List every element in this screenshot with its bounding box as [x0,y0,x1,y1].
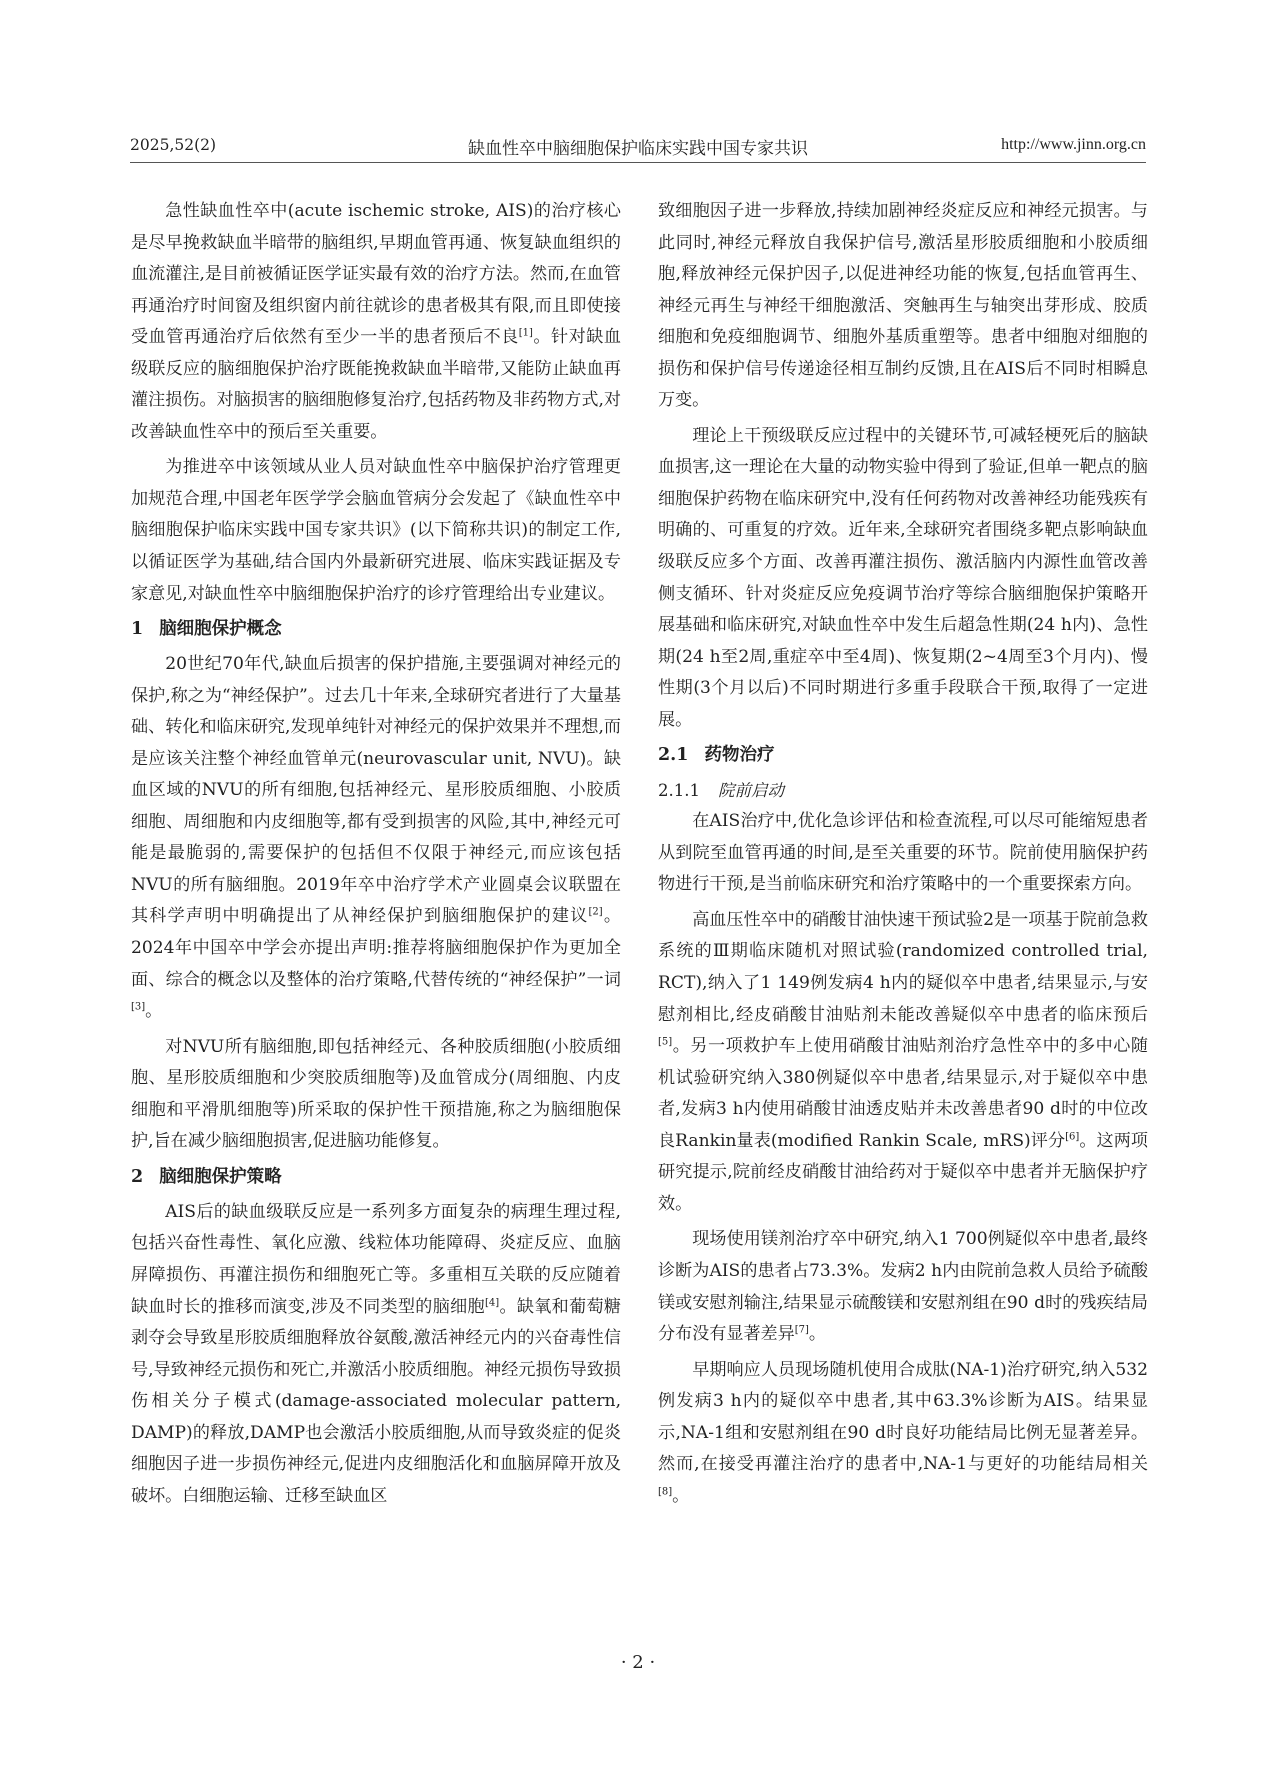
section-number: 2 [131,1166,144,1187]
section-heading [131,614,621,645]
page-number: · 2 · [620,1652,656,1673]
section-number: 1 [131,619,144,640]
citation[interactable]: [3] [131,1001,146,1013]
paragraph: 高血压性卒中的硝酸甘油快速干预试验2是一项基于院前急救系统的Ⅲ期临床随机对照试验(randomized controlled trial, RCT),纳入了1 149例发病4 h内的疑似卒中患者,结果显示,与安慰剂相比,经皮硝酸甘油贴剂未能改善疑似卒中患者的临床预后[5]。另一项救护车上使用硝酸甘油贴剂治疗急性卒中的多中心随机试验研究纳入380例疑似卒中患者,结果显示,对于疑似卒中患者,发病3 h内使用硝酸甘油透皮贴并未改善患者90 d时的中位改良Rankin量表(modified Rankin Scale, mRS)评分[6]。这两项研究提示,院前经皮硝酸甘油给药对于疑似卒中患者并无脑保护疗效。 [658,909,1148,1214]
paragraph: AIS后的缺血级联反应是一系列多方面复杂的病理生理过程,包括兴奋性毒性、氧化应激、线粒体功能障碍、炎症反应、血脑屏障损伤、再灌注损伤和细胞死亡等。多重相互关联的反应随着缺血时长的推移而演变,涉及不同类型的脑细胞[4]。缺氧和葡萄糖剥夺会导致星形胶质细胞释放谷氨酸,激活神经元内的兴奋毒性信号,导致神经元损伤和死亡,并激活小胶质细胞。神经元损伤导致损伤相关分子模式(damage-associated molecular pattern, DAMP)的释放,DAMP也会激活小胶质细胞,从而导致炎症的促炎细胞因子进一步损伤神经元,促进内皮细胞活化和血脑屏障开放及破坏。白细胞运输、迁移至缺血区 [131,1201,621,1506]
left-column [131,196,621,1516]
paragraph: 对NVU所有脑细胞,即包括神经元、各种胶质细胞(小胶质细胞、星形胶质细胞和少突胶质细胞等)及血管成分(周细胞、内皮细胞和平滑肌细胞等)所采取的保护性干预措施,称之为脑细胞保护,旨在减少脑细胞损害,促进脑功能修复。 [131,1036,621,1152]
journal-url[interactable]: http://www.jinn.org.cn [1001,136,1146,153]
citation[interactable]: [2] [588,906,603,918]
paragraph: 为推进卒中该领域从业人员对缺血性卒中脑保护治疗管理更加规范合理,中国老年医学学会脑血管病分会发起了《缺血性卒中脑细胞保护临床实践中国专家共识》(以下简称共识)的制定工作,以循证医学为基础,结合国内外最新研究进展、临床实践证据及专家意见,对缺血性卒中脑细胞保护治疗的诊疗管理给出专业建议。 [131,457,621,604]
section-number: 2.1.1 [658,781,700,801]
right-column [658,196,1148,1516]
section-title: 药物治疗 [704,745,775,766]
paragraph: 早期响应人员现场随机使用合成肽(NA-1)治疗研究,纳入532例发病3 h内的疑似卒中患者,其中63.3%诊断为AIS。结果显示,NA-1组和安慰剂组在90 d时良好功能结局比例无显著差异。然而,在接受再灌注治疗的患者中,NA-1与更好的功能结局相关[8]。 [658,1359,1148,1506]
paragraph: 急性缺血性卒中(acute ischemic stroke, AIS)的治疗核心是尽早挽救缺血半暗带的脑组织,早期血管再通、恢复缺血组织的血流灌注,是目前被循证医学证实最有效的治疗方法。然而,在血管再通治疗时间窗及组织窗内前往就诊的患者极其有限,而且即使接受血管再通治疗后依然有至少一半的患者预后不良[1]。针对缺血级联反应的脑细胞保护治疗既能挽救缺血半暗带,又能防止缺血再灌注损伤。对脑损害的脑细胞修复治疗,包括药物及非药物方式,对改善缺血性卒中的预后至关重要。 [131,201,622,442]
paragraph: 现场使用镁剂治疗卒中研究,纳入1 700例疑似卒中患者,最终诊断为AIS的患者占73.3%。发病2 h内由院前急救人员给予硫酸镁或安慰剂输注,结果显示硫酸镁和安慰剂组在90 d时的残疾结局分布没有显著差异[7]。 [658,1229,1148,1345]
paragraph: 致细胞因子进一步释放,持续加剧神经炎症反应和神经元损害。与此同时,神经元释放自我保护信号,激活星形胶质细胞和小胶质细胞,释放神经元保护因子,以促进神经功能的恢复,包括血管再生、神经元再生与神经干细胞激活、突触再生与轴突出芽形成、胶质细胞和免疫细胞调节、细胞外基质重塑等。患者中细胞对细胞的损伤和保护信号传递途径相互制约反馈,且在AIS后不同时相瞬息万变。 [658,201,1148,411]
subsubsection-heading [658,775,1148,806]
citation[interactable]: [4] [484,1296,500,1308]
paragraph: 理论上干预级联反应过程中的关键环节,可减轻梗死后的脑缺血损害,这一理论在大量的动物实验中得到了验证,但单一靶点的脑细胞保护药物在临床研究中,没有任何药物对改善神经功能残疾有明确的、可重复的疗效。近年来,全球研究者围绕多靶点影响缺血级联反应多个方面、改善再灌注损伤、激活脑内内源性血管改善侧支循环、针对炎症反应免疫调节治疗等综合脑细胞保护策略开展基础和临床研究,对缺血性卒中发生后超急性期(24 h内)、急性期(24 h至2周,重症卒中至4周)、恢复期(2~4周至3个月内)、慢性期(3个月以后)不同时期进行多重手段联合干预,取得了一定进展。 [658,425,1148,730]
citation[interactable]: [6] [1065,1131,1080,1143]
section-title: 脑细胞保护策略 [159,1166,282,1187]
section-title: 院前启动 [717,781,784,801]
running-header [130,132,1146,163]
citation[interactable]: [5] [658,1036,673,1048]
section-number: 2.1 [658,745,689,766]
citation[interactable]: [7] [794,1324,809,1336]
subsection-heading [658,740,1148,771]
section-title: 脑细胞保护概念 [159,619,282,640]
citation[interactable]: [8] [658,1486,673,1498]
paragraph: 在AIS治疗中,优化急诊评估和检查流程,可以尽可能缩短患者从到院至血管再通的时间,是至关重要的环节。院前使用脑保护药物进行干预,是当前临床研究和治疗策略中的一个重要探索方向。 [658,811,1148,895]
journal-issue: 2025,52(2) [130,136,217,154]
paragraph: 20世纪70年代,缺血后损害的保护措施,主要强调对神经元的保护,称之为“神经保护”。过去几十年来,全球研究者进行了大量基础、转化和临床研究,发现单纯针对神经元的保护效果并不理想,而是应该关注整个神经血管单元(neurovascular unit, NVU)。缺血区域的NVU的所有细胞,包括神经元、星形胶质细胞、小胶质细胞、周细胞和内皮细胞等,都有受到损害的风险,其中,神经元可能是最脆弱的,需要保护的包括但不仅限于神经元,而应该包括NVU的所有脑细胞。2019年卒中治疗学术产业圆桌会议联盟在其科学声明中明确提出了从神经保护到脑细胞保护的建议[2]。2024年中国卒中学会亦提出声明:推荐将脑细胞保护作为更加全面、综合的概念以及整体的治疗策略,代替传统的“神经保护”一词[3]。 [131,654,622,1022]
running-title: 缺血性卒中脑细胞保护临床实践中国专家共识 [468,139,808,159]
section-heading [131,1162,621,1193]
citation[interactable]: [1] [518,327,533,339]
